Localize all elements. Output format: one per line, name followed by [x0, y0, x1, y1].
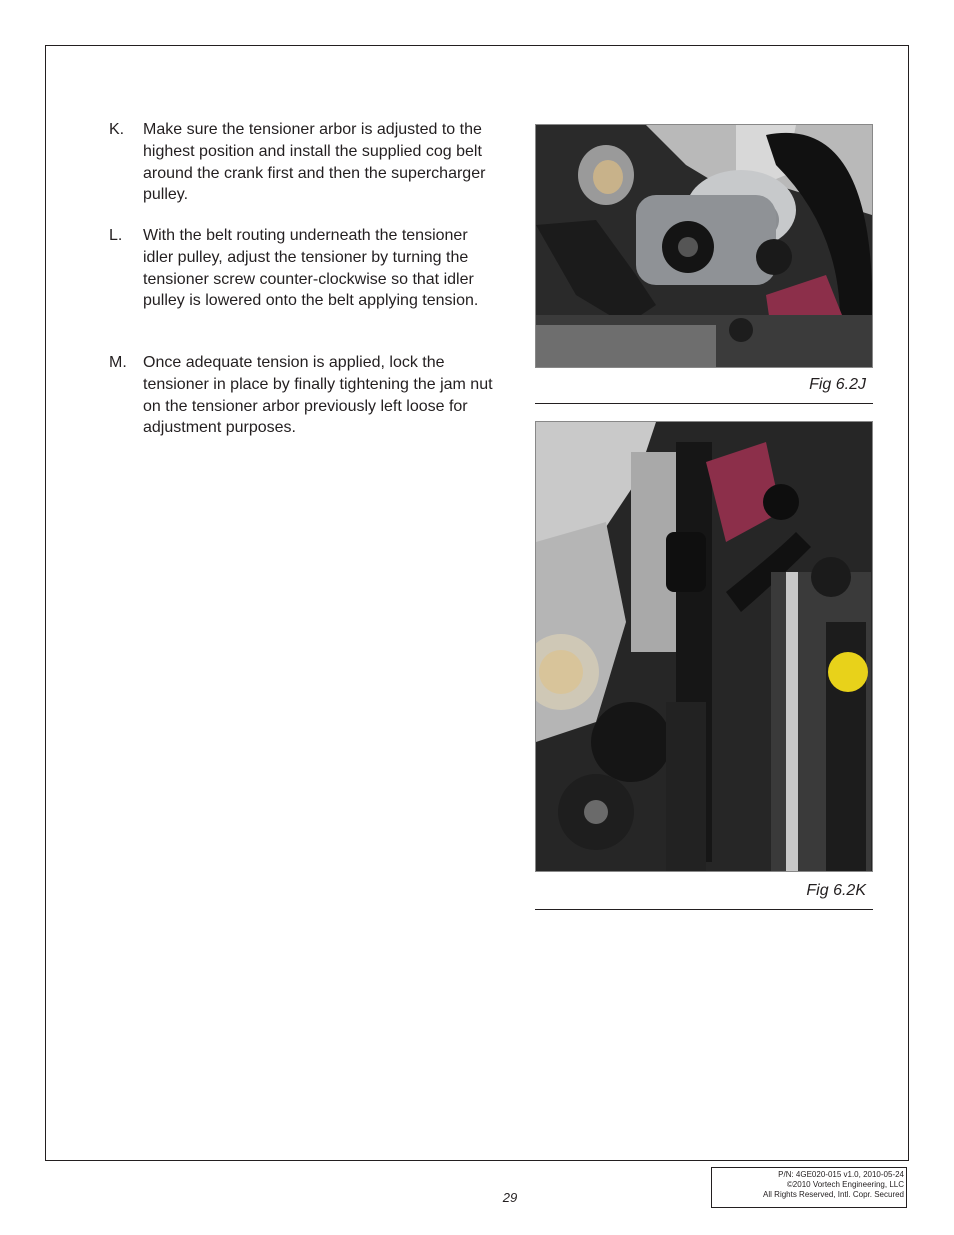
- step-m: [109, 352, 501, 442]
- part-number: P/N: 4GE020-015 v1.0, 2010-05-24: [778, 1170, 904, 1179]
- caption-rule: [535, 909, 873, 910]
- page-number: 29: [502, 1190, 518, 1205]
- caption-rule: [535, 403, 873, 404]
- step-k: [109, 119, 501, 209]
- step-letter: K.: [109, 121, 125, 138]
- engine-bay-photo-j: [536, 125, 872, 367]
- step-l: [109, 225, 501, 337]
- step-text: Once adequate tension is applied, lock the tensioner in place by finally tightening the jam nut on the tensioner arbor previously left loose for adjustment purposes.: [143, 354, 493, 437]
- figure-6-2j-photo: [535, 124, 873, 368]
- figure-caption: Fig 6.2J: [809, 376, 866, 393]
- step-letter: M.: [109, 354, 127, 371]
- copyright-line: ©2010 Vortech Engineering, LLC: [786, 1180, 904, 1189]
- copyright-box: [711, 1167, 907, 1208]
- step-text: With the belt routing underneath the tensioner idler pulley, adjust the tensioner by turning the tensioner screw counter-clockwise so that idler pulley is lowered onto the belt applying tension.: [143, 227, 479, 310]
- step-letter: L.: [109, 227, 123, 244]
- engine-bay-photo-k: [536, 422, 872, 871]
- rights-line: All Rights Reserved, Intl. Copr. Secured: [763, 1190, 904, 1199]
- step-text: Make sure the tensioner arbor is adjusted to the highest position and install the supplied cog belt around the crank first and then the supercharger pulley.: [143, 121, 486, 204]
- figure-caption: Fig 6.2K: [806, 882, 866, 899]
- figure-6-2k-photo: [535, 421, 873, 872]
